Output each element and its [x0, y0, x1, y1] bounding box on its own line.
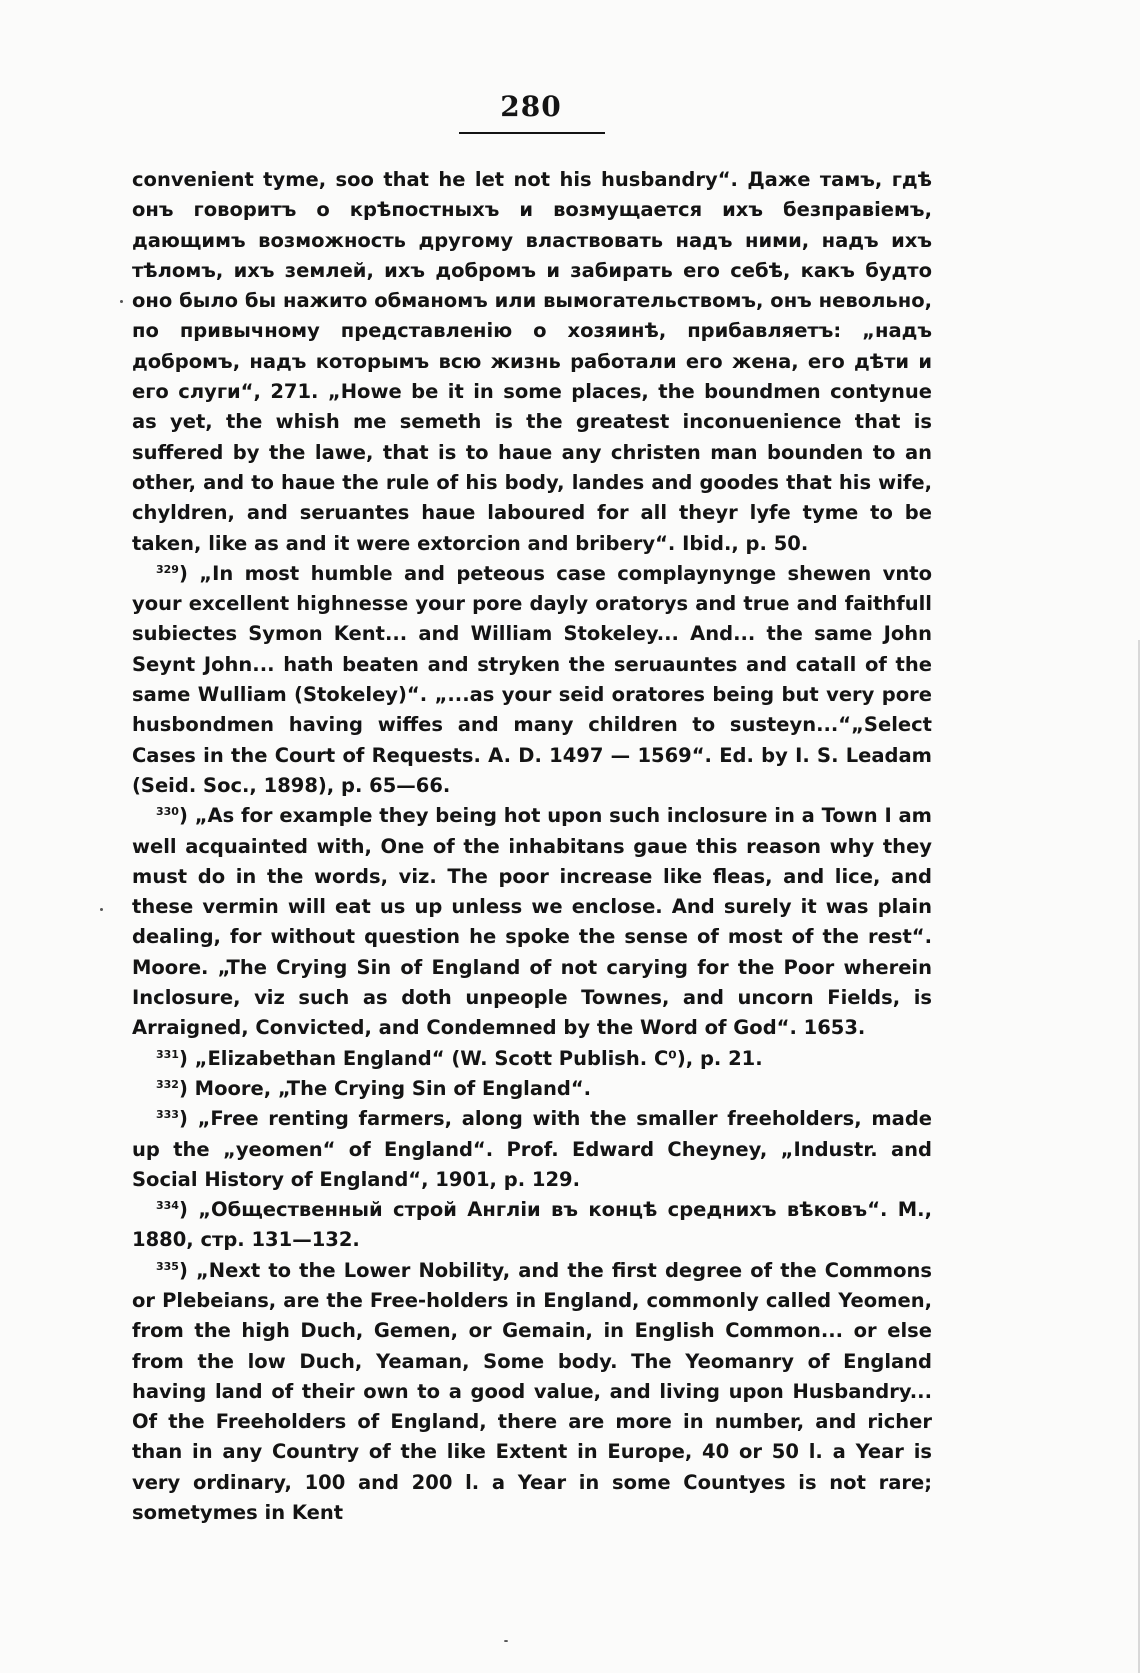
scan-speck — [120, 300, 123, 303]
footnote-text: ) „Elizabethan England“ (W. Scott Publish. C⁰), p. 21. — [178, 1046, 763, 1070]
footnote-331 — [132, 1044, 932, 1074]
footnote-text: ) „Next to the Lower Nobility, and the first degree of the Commons or Plebeians, are the Free-holders in England, commonly called Yeomen, from the high Duch, Gemen, or Gemain, in English Common... or else from the low Duch, Yeaman, Some body. The Yeomanry of England having land of their own to a good value, and living upon Husbandry... Of the Freeholders of England, there are more in number, and richer than in any Country of the like Extent in Europe, 40 or 50 l. a Year is very ordinary, 100 and 200 l. a Year in some Countyes is not rare; sometymes in Kent — [132, 1258, 932, 1525]
paragraph-continuation — [132, 165, 932, 559]
text-block — [132, 165, 932, 1528]
page-number: 280 — [500, 90, 562, 123]
scan-speck — [100, 908, 103, 911]
footnote-text: ) „In most humble and peteous case complaynynge shewen vnto your excellent highnesse your pore dayly oratorys and true and faithfull subiectes Symon Kent... and William Stokeley... And... the same John Seynt John... hath beaten and stryken the seruauntes and catall of the same Wulliam (Stokeley)“. „...as your seid oratores being but very pore husbondmen having wiffes and many children to susteyn...“„Select Cases in the Court of Requests. A. D. 1497 — 1569“. Ed. by I. S. Leadam (Seid. Soc., 1898), p. 65—66. — [132, 561, 932, 797]
footnote-text: ) „Free renting farmers, along with the smaller freeholders, made up the „yeomen“ of England“. Prof. Edward Cheyney, „Industr. and Social History of England“, 1901, p. 129. — [132, 1107, 932, 1191]
footnote-329 — [132, 559, 932, 801]
footnote-text: ) „As for example they being hot upon such inclosure in a Town I am well acquainted with, One of the inhabitans gaue this reason why they must do in the words, viz. The poor increase like fleas, and lice, and these vermin will eat us up unless we enclose. And surely it was plain dealing, for without question he spoke the sense of most of the rest“. Moore. „The Crying Sin of England of not carying for the Poor wherein Inclosure, viz such as doth unpeople Townes, and uncorn Fields, is Arraigned, Convicted, and Condemned by the Word of God“. 1653. — [132, 804, 932, 1040]
footnote-333 — [132, 1104, 932, 1195]
footnote-number: 331 — [156, 1047, 179, 1061]
scan-speck — [504, 1640, 508, 1642]
footnote-332 — [132, 1074, 932, 1104]
footnote-number: 330 — [156, 805, 179, 819]
footnote-335 — [132, 1256, 932, 1529]
footnote-334 — [132, 1195, 932, 1256]
paragraph-text: convenient tyme, soo that he let not his husbandry“. Даже тамъ, гдѣ онъ говоритъ о крѣпостныхъ и возмущается ихъ безправіемъ, дающимъ возможность другому властвовать надъ ними, надъ ихъ тѣломъ, ихъ землей, ихъ добромъ и забирать его себѣ, какъ будто оно было бы нажито обманомъ или вымогательствомъ, онъ невольно, по привычному представленію о хозяинѣ, прибавляетъ: „надъ добромъ, надъ которымъ всю жизнь работали его жена, его дѣти и его слуги“, 271. „Howe be it in some places, the boundmen contynue as yet, the whish me semeth is the greatest inconuenience that is suffered by the lawe, that is to haue any christen man bounden to an other, and to haue the rule of his body, landes and goodes that his wife, chyldren, and seruantes haue laboured for all theyr lyfe tyme to be taken, like as and it were extorcion and bribery“. Ibid., p. 50. — [132, 168, 932, 555]
footnote-number: 334 — [156, 1199, 179, 1213]
footnote-text: ) „Общественный строй Англіи въ концѣ среднихъ вѣковъ“. M., 1880, стр. 131—132. — [132, 1198, 932, 1252]
footnote-number: 332 — [156, 1077, 179, 1091]
footnote-330 — [132, 801, 932, 1043]
footnote-number: 329 — [156, 562, 179, 576]
page-number-rule — [459, 132, 605, 134]
footnote-number: 335 — [156, 1259, 179, 1273]
footnote-number: 333 — [156, 1108, 179, 1122]
footnote-text: ) Moore, „The Crying Sin of England“. — [178, 1076, 592, 1100]
